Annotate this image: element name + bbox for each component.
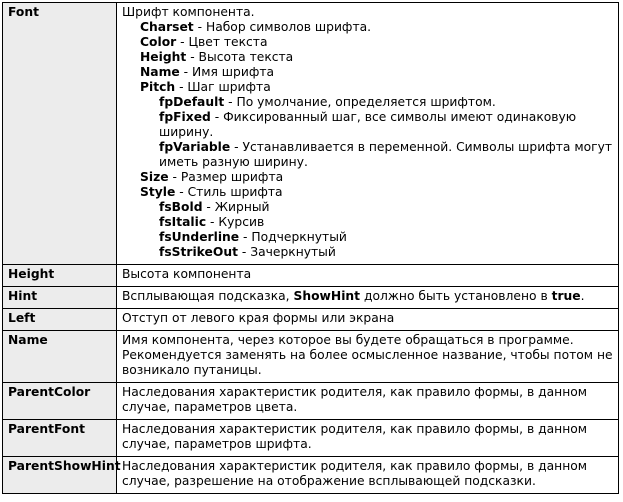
sub-item	[122, 170, 614, 185]
sub-desc: - Имя шрифта	[179, 65, 275, 79]
sub-desc: - Курсив	[206, 215, 265, 229]
table-row	[3, 457, 619, 494]
sub-desc: - Цвет текста	[176, 35, 268, 49]
sub-desc: - Шаг шрифта	[175, 80, 271, 94]
sub-item	[122, 35, 614, 50]
property-name: Left	[3, 309, 117, 331]
property-name: Name	[3, 331, 117, 383]
property-description: Наследования характеристик родителя, как правило формы, в данном случае, параметров цвета.	[117, 383, 619, 420]
table-row	[3, 331, 619, 383]
desc-term: ShowHint	[293, 289, 361, 303]
sub-sub-item	[122, 215, 614, 230]
sub-desc: - Фиксированный шаг, все символы имеют одинаковую ширину.	[159, 110, 577, 139]
property-description: Отступ от левого края формы или экрана	[117, 309, 619, 331]
sub-item	[122, 185, 614, 200]
desc-text: .	[580, 289, 585, 303]
sub-sub-item	[122, 200, 614, 215]
sub-term: Color	[140, 35, 177, 49]
table-row	[3, 309, 619, 331]
table-row	[3, 287, 619, 309]
sub-term: fsItalic	[159, 215, 207, 229]
property-name: Font	[3, 3, 117, 265]
sub-term: Height	[140, 50, 187, 64]
sub-desc: - Размер шрифта	[168, 170, 284, 184]
property-description	[117, 3, 619, 265]
sub-term: fsUnderline	[159, 230, 240, 244]
table-row	[3, 265, 619, 287]
desc-text: Всплывающая подсказка,	[122, 289, 294, 303]
sub-item	[122, 80, 614, 95]
property-description: Наследования характеристик родителя, как правило формы, в данном случае, параметров шрифта.	[117, 420, 619, 457]
sub-sub-item	[122, 110, 614, 140]
properties-table	[2, 2, 619, 494]
sub-desc: - Зачеркнутый	[237, 245, 336, 259]
sub-term: fpDefault	[159, 95, 225, 109]
sub-term: Name	[140, 65, 180, 79]
sub-item	[122, 50, 614, 65]
sub-desc: - Набор символов шрифта.	[193, 20, 372, 34]
description-line: Шрифт компонента.	[122, 5, 255, 19]
table-row	[3, 3, 619, 265]
sub-item	[122, 65, 614, 80]
sub-item	[122, 20, 614, 35]
sub-sub-item	[122, 140, 614, 170]
sub-desc: - Высота текста	[186, 50, 294, 64]
sub-sub-item	[122, 230, 614, 245]
desc-term: true	[551, 289, 581, 303]
desc-text: должно быть установлено в	[360, 289, 552, 303]
property-name: ParentShowHint	[3, 457, 117, 494]
sub-desc: - По умолчание, определяется шрифтом.	[224, 95, 496, 109]
property-description: Имя компонента, через которое вы будете обращаться в программе. Рекомендуется заменять на более осмысленное название, чтобы потом не возникало путаницы.	[117, 331, 619, 383]
sub-term: fpFixed	[159, 110, 211, 124]
sub-sub-item	[122, 245, 614, 260]
sub-desc: - Устанавливается в переменной. Символы шрифта могут иметь разную ширину.	[159, 140, 613, 169]
table-row	[3, 420, 619, 457]
sub-term: Style	[140, 185, 176, 199]
property-description: Наследования характеристик родителя, как правило формы, в данном случае, разрешение на отображение всплывающей подсказки.	[117, 457, 619, 494]
property-name: Hint	[3, 287, 117, 309]
sub-term: Charset	[140, 20, 194, 34]
sub-desc: - Стиль шрифта	[175, 185, 283, 199]
sub-term: Size	[140, 170, 169, 184]
property-name: ParentColor	[3, 383, 117, 420]
sub-term: fpVariable	[159, 140, 231, 154]
property-name: Height	[3, 265, 117, 287]
sub-term: fsStrikeOut	[159, 245, 238, 259]
sub-sub-item	[122, 95, 614, 110]
property-name: ParentFont	[3, 420, 117, 457]
sub-desc: - Жирный	[202, 200, 270, 214]
property-description: Высота компонента	[117, 265, 619, 287]
sub-term: fsBold	[159, 200, 203, 214]
property-description	[117, 287, 619, 309]
table-row	[3, 383, 619, 420]
sub-term: Pitch	[140, 80, 176, 94]
sub-desc: - Подчеркнутый	[239, 230, 347, 244]
